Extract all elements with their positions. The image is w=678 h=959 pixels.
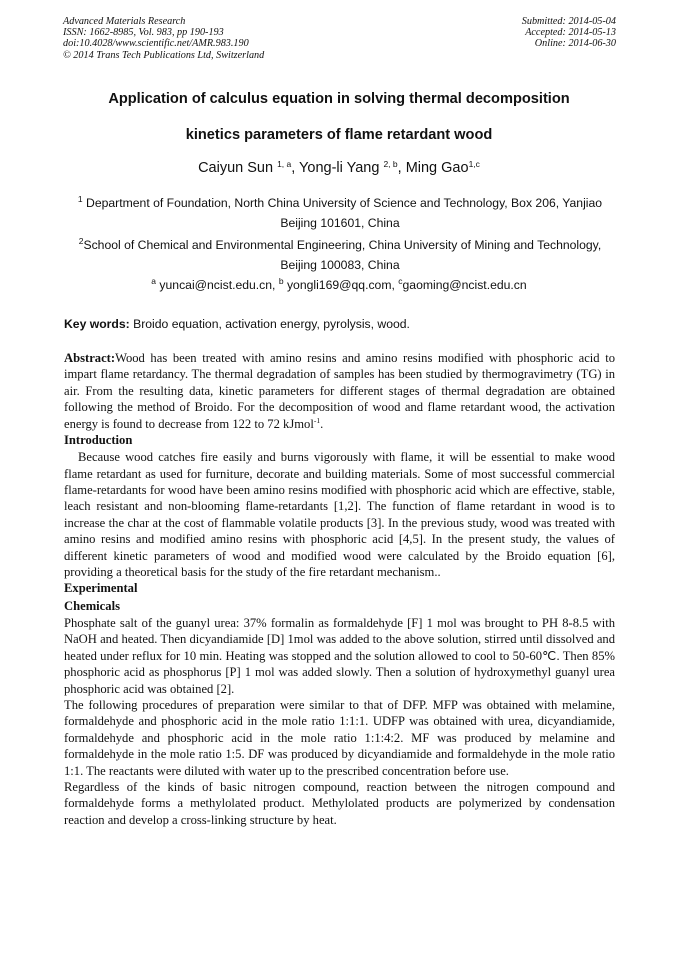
- author-name: Caiyun Sun: [198, 160, 278, 176]
- email-mark: b: [278, 276, 284, 286]
- email-mark: a: [151, 276, 157, 286]
- paper-title-line-2: kinetics parameters of flame retardant wood: [185, 127, 493, 143]
- author-list: [40, 160, 638, 176]
- journal-name: Advanced Materials Research: [63, 16, 186, 27]
- affiliation-text: Department of Foundation, North China University of Science and Technology, Box 206, Yanjiao Beijing 101601, China: [82, 196, 603, 230]
- paper-title-line-1: Application of calculus equation in solving thermal decomposition: [108, 91, 570, 107]
- unit-superscript: -1: [313, 415, 321, 425]
- author-affiliation-mark: 1, a: [277, 159, 292, 169]
- email-address[interactable]: gaoming@ncist.edu.cn: [402, 278, 527, 292]
- affiliation-1: [64, 193, 616, 233]
- keywords-text: Broido equation, activation energy, pyrolysis, wood.: [129, 317, 410, 331]
- email-list: [40, 278, 638, 292]
- copyright-line: © 2014 Trans Tech Publications Ltd, Switzerland: [63, 49, 265, 61]
- affiliation-mark: 1: [77, 194, 83, 204]
- author-name: , Ming Gao: [397, 160, 469, 176]
- online-date: Online: 2014-06-30: [534, 38, 616, 50]
- keywords: [64, 317, 616, 331]
- chemicals-paragraph-2: The following procedures of preparation were similar to that of DFP. MFP was obtained with melamine, formaldehyde and phosphoric acid in the mole ratio 1:1:1. UDFP was obtained with urea, dicyandiamide, formaldehyde and phosphoric acid in the mole ratio 1:1:4:2. MF was produced by melamine and formaldehyde in the mole ratio 1:5. DF was produced by dicyandiamide and formaldehyde in the mole ratio 1:1. The reactants were diluted with water up to the prescribed concentration before use.: [64, 697, 615, 778]
- affiliation-text: School of Chemical and Environmental Engineering, China University of Mining and Technology, Beijing 100083, China: [83, 238, 602, 272]
- author-affiliation-mark: 1,c: [468, 159, 480, 169]
- author-affiliation-mark: 2, b: [383, 159, 398, 169]
- email-address[interactable]: yuncai@ncist.edu.cn,: [156, 278, 279, 292]
- abstract-end: .: [320, 416, 324, 431]
- submission-dates: [522, 16, 616, 50]
- affiliation-2: [64, 235, 616, 275]
- email-mark: c: [398, 276, 403, 286]
- author-name: , Yong-li Yang: [291, 160, 384, 176]
- introduction-paragraph: Because wood catches fire easily and burns vigorously with flame, it will be essential to make wood flame retardant as used for furniture, decorate and building materials. Some of most successful commercial flame-retardants for wood have been amino resins modified with phosphoric acid which are effective, stable, leach resistant and non-blooming flame-retardants [1,2]. The function of flame retardant in wood is to increase the char at the cost of flammable volatile products [3]. In the previous study, wood was treated with amino resins and modified amino resins with phosphoric acid [4,5]. In the present study, the values of different kinetic parameters of wood and modified wood were calculated by the Broido equation [6], providing a theoretical basis for the study of the fire retardant mechanism..: [64, 450, 615, 580]
- experimental-heading: Experimental: [64, 581, 138, 596]
- journal-info: [63, 16, 264, 61]
- abstract-text: Wood has been treated with amino resins and amino resins modified with phosphoric acid to impart flame retardancy. The thermal degradation of samples has been studied by thermogravimetry (TG) in air. From the resulting data, kinetic parameters for different stages of thermal degradation are obtained following the method of Broido. For the decomposition of wood and flame retardant wood, the activation energy is found to decrease from 122 to 72 kJmol: [64, 351, 615, 431]
- chemicals-paragraph-1: Phosphate salt of the guanyl urea: 37% formalin as formaldehyde [F] 1 mol was brought to PH 8-8.5 with NaOH and heated. Then dicyandiamide [D] 1mol was added to the above solution, stirred until dissolved and heated under reflux for 10 min. Heating was stopped and the solution allowed to cool to 50-60℃. Then 85% phosphoric acid as phosphorus [P] 1 mol was added slowly. Then a solution of hydroxymethyl guanyl urea phosphoric acid was obtained [2].: [64, 615, 615, 696]
- introduction-heading: Introduction: [64, 433, 133, 448]
- chemicals-subheading: Chemicals: [64, 598, 120, 613]
- abstract: [64, 350, 615, 432]
- doi-line: doi:10.4028/www.scientific.net/AMR.983.190: [63, 38, 249, 50]
- accepted-date: Accepted: 2014-05-13: [525, 27, 616, 39]
- issn-line: ISSN: 1662-8985, Vol. 983, pp 190-193: [63, 27, 224, 39]
- email-address[interactable]: yongli169@qq.com,: [283, 278, 399, 292]
- submitted-date: Submitted: 2014-05-04: [521, 16, 616, 27]
- keywords-label: Key words:: [64, 317, 130, 331]
- paper-body: [64, 350, 615, 828]
- chemicals-paragraph-3: Regardless of the kinds of basic nitrogen compound, reaction between the nitrogen compound and formaldehyde forms a methylolated product. Methylolated products are polymerized by condensation reaction and develop a cross-linking structure by heat.: [64, 779, 615, 827]
- affiliation-mark: 2: [78, 236, 84, 246]
- abstract-label: Abstract:: [64, 351, 116, 365]
